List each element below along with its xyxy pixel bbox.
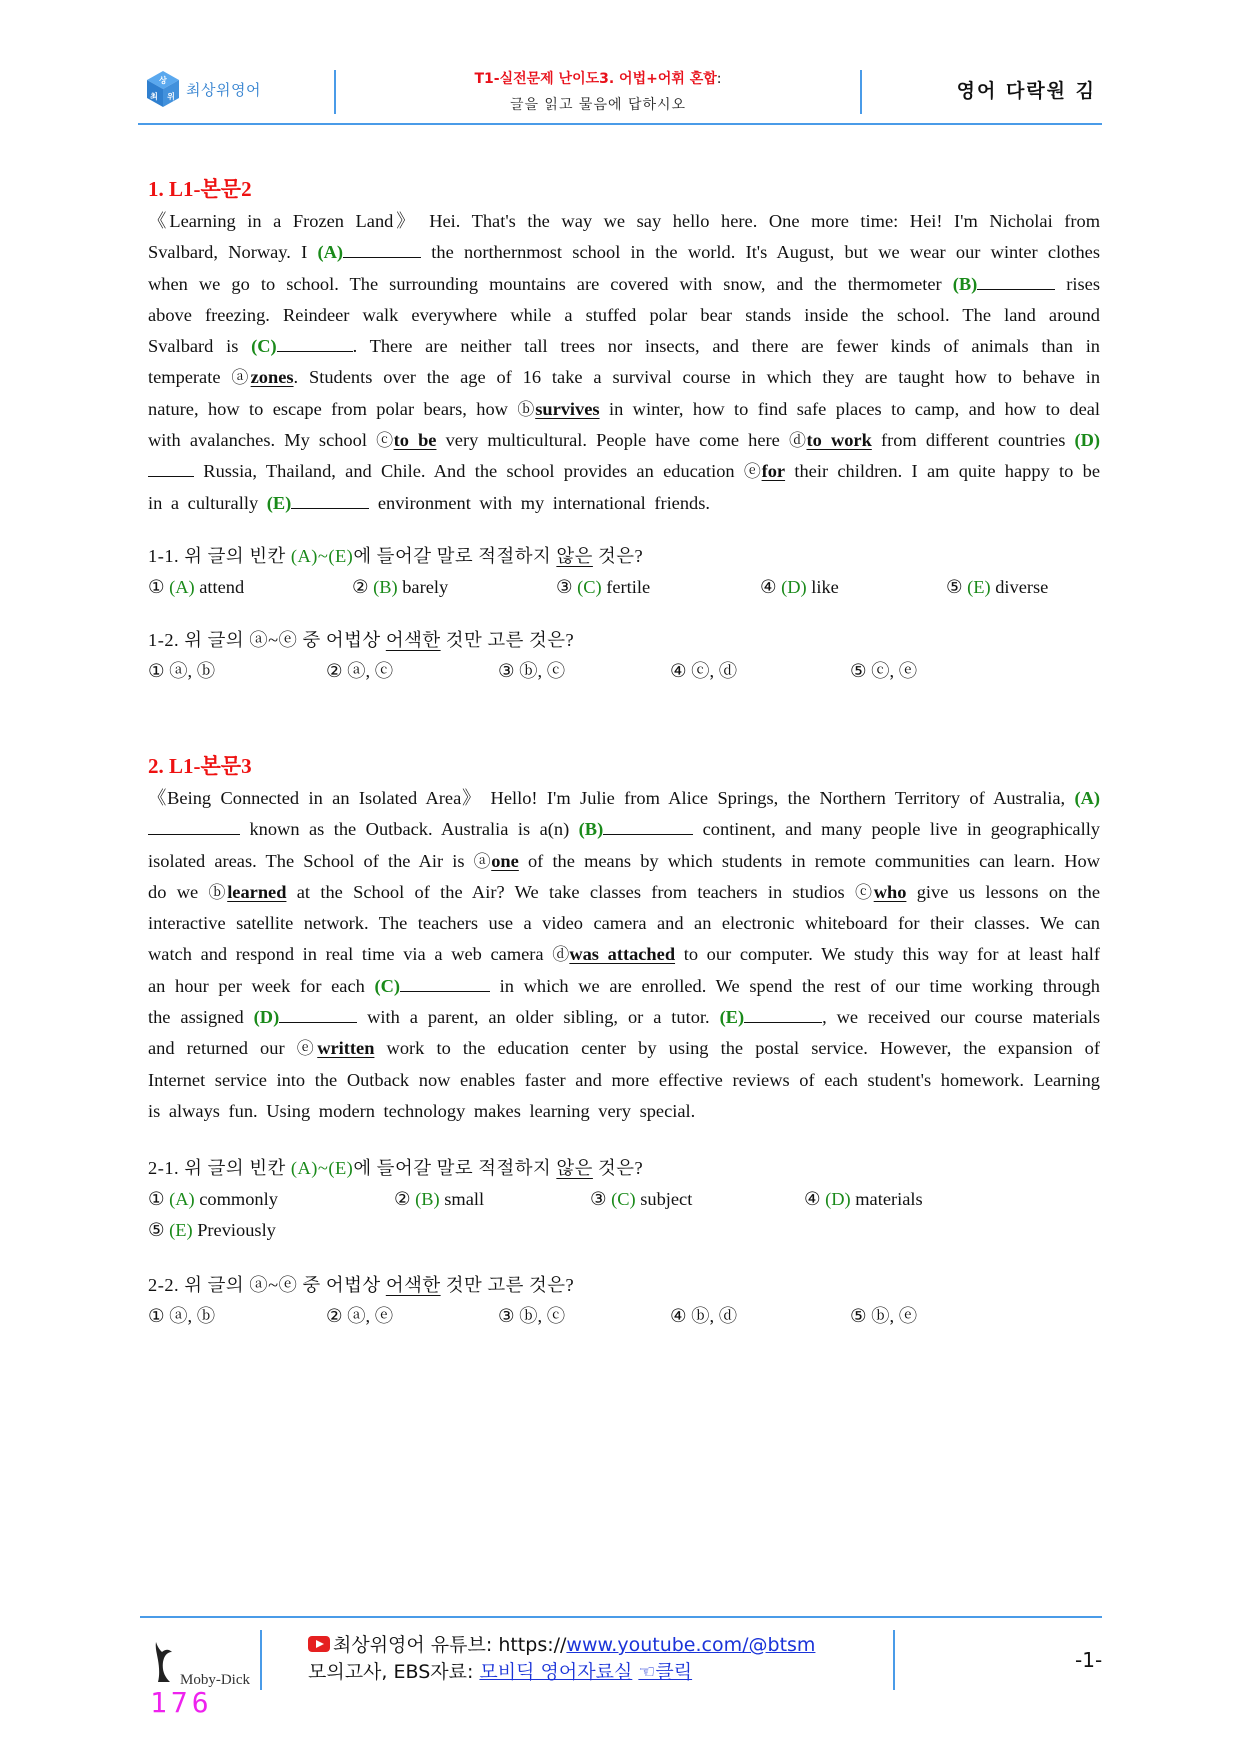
marked-word: to be [393,430,437,451]
blank-label: (C) [374,975,401,996]
option-word: barely [402,576,449,597]
question-1-1 [148,541,1100,603]
question-text: 것은? [592,1158,644,1179]
answer-option-4[interactable] [670,656,850,687]
option-number: ① [148,1189,165,1210]
option-number: ② [352,576,369,597]
marker-c: ⓒ [854,882,874,902]
option-number: ⑤ [148,1220,165,1241]
footer-divider [260,1630,262,1690]
passage-text: their children. I am quite happy to be in a culturally [148,461,1100,513]
passage-text: the northernmost school in the world. It's August, but we wear our winter clothes when we go to school. The surrounding mountains are covered with snow, and the thermometer [148,242,1100,294]
question-text: 위 글의 ⓐ~ⓔ 중 어법상 [179,1275,386,1296]
answer-option-2[interactable] [352,572,556,603]
option-word: materials [855,1189,923,1210]
question-stem [148,1153,1100,1184]
question-number: 1-2. [148,629,180,650]
question-text: 위 글의 빈칸 [179,1158,291,1179]
answer-option-1[interactable] [148,1301,326,1332]
answer-option-1[interactable] [148,1184,394,1215]
question-text: 위 글의 빈칸 [179,545,291,566]
blank-line [277,334,353,352]
blank-line [744,1005,822,1023]
marker-e: ⓔ [743,462,762,482]
passage-text: , we received our course materials and returned our [148,1007,1100,1059]
option-word: diverse [995,576,1049,597]
option-number: ④ [760,576,777,597]
header-title-block [338,68,858,114]
passage-text: known as the Outback. Australia is a(n) [240,819,579,840]
marked-word: one [491,850,519,871]
option-number: ④ [670,1306,687,1327]
option-number: ① [148,576,165,597]
worksheet-instruction: 글을 읽고 물음에 답하시오 [509,97,687,113]
answer-option-1[interactable] [148,656,326,687]
option-tag: (A) [169,1189,195,1210]
blank-line [400,974,490,992]
ebs-line [308,1659,815,1686]
answer-options [148,656,1100,687]
passage-text: work to the education center by using the postal service. However, the expansion of Internet service into the Outback now enables faster and more effective reviews of each student's homework. Learning is always fun. Using modern technology makes learning very special. [148,1038,1100,1121]
option-tag: (B) [415,1189,440,1210]
option-word: Previously [197,1220,276,1241]
blank-line [148,459,194,477]
youtube-line [308,1632,815,1659]
blank-line [603,817,693,835]
question-text: 위 글의 ⓐ~ⓔ 중 어법상 [179,629,386,650]
option-value: ⓐ, ⓒ [347,660,394,681]
blank-range: (A)~(E) [290,1158,354,1179]
answer-option-2[interactable] [326,656,498,687]
question-number: 2-1. [148,1158,180,1179]
option-number: ⑤ [946,576,963,597]
marked-word: to work [806,430,872,451]
passage-text: from different countries [871,430,1075,451]
option-word: like [811,576,839,597]
section-title: 1. L1-본문2 [148,177,252,201]
worksheet-title [338,68,858,88]
passage-text: with a parent, an older sibling, or a tutor. [357,1007,720,1028]
question-text: 에 들어갈 말로 적절하지 [353,545,557,566]
question-text: 것은? [592,545,644,566]
question-number: 2-2. [148,1275,180,1296]
option-number: ③ [498,1306,515,1327]
question-text: 에 들어갈 말로 적절하지 [353,1158,557,1179]
answer-option-3[interactable] [498,1301,670,1332]
option-number: ③ [498,660,515,681]
passage-text: 《Learning in a Frozen Land》 Hei. That's the way we say hello here. One more time: Hei! I'm Nicholai from Svalbard, Norway. I [148,211,1100,263]
question-stem [148,1270,1100,1301]
passage-text: Russia, Thailand, and Chile. And the school provides an education [194,461,744,482]
option-value: ⓐ, ⓑ [169,660,216,681]
answer-option-2[interactable] [326,1301,498,1332]
click-link[interactable]: ☜클릭 [638,1661,693,1683]
question-stem [148,541,1100,572]
passage-text: very multicultural. People have come here [436,430,789,451]
brand-logo [146,70,261,108]
answer-option-4[interactable] [670,1301,850,1332]
marker-c: ⓒ [376,431,394,451]
blank-line [279,1005,357,1023]
passage-text: . There are neither tall trees nor insects, and there are fewer kinds of animals than in temperate [148,336,1100,388]
youtube-label: 최상위영어 유튜브: https:// [333,1634,567,1656]
cube-logo-icon [146,70,180,108]
marked-word: for [761,461,786,482]
blank-line [977,272,1055,290]
marker-b: ⓑ [517,399,536,419]
passage-text: . Students over the age of 16 take a survival course in which they are taught how to behave in nature, how to escape from polar bears, how [148,367,1101,419]
footer-divider [893,1630,895,1690]
answer-option-4[interactable] [760,572,946,603]
option-value: ⓐ, ⓔ [347,1306,394,1327]
page-header [138,62,1102,122]
marker-b: ⓑ [208,882,228,902]
marker-d: ⓓ [788,431,807,451]
passage-text: give us lessons on the interactive satellite network. The teachers use a video camera and an electronic whiteboard for their classes. We can watch and respond in real time via a web camera [148,881,1100,965]
blank-line [291,491,369,509]
marker-a: ⓐ [231,368,251,388]
option-word: attend [199,576,245,597]
option-number: ① [148,660,165,681]
option-word: small [444,1189,485,1210]
option-number: ④ [804,1189,821,1210]
moby-dick-archive-link[interactable]: 모비딕 영어자료실 [479,1661,633,1683]
option-value: ⓑ, ⓒ [519,1306,566,1327]
brand-name: 최상위영어 [186,80,261,99]
blank-label: (B) [952,273,978,294]
marked-word: survives [535,398,600,419]
option-number: ⑤ [850,1306,867,1327]
blank-label: (E) [266,492,292,513]
question-1-2 [148,625,1100,687]
option-tag: (E) [967,576,991,597]
option-number: ① [148,1306,165,1327]
marked-word: was attached [569,944,676,965]
passage-text: at the School of the Air? We take classes from teachers in studios [286,881,855,902]
blank-line [148,817,240,835]
answer-option-5[interactable] [148,1215,276,1246]
footer-rule [140,1616,1102,1618]
answer-option-3[interactable] [590,1184,804,1215]
title-colon: : [716,71,722,87]
emphasis-word: 않은 [556,1158,593,1179]
passage-text: of the means by which students in remote communities can learn. How do we [148,850,1101,902]
document-number: 176 [150,1686,213,1719]
marked-word: written [317,1038,375,1059]
marker-a: ⓐ [473,851,492,871]
emphasis-word: 어색한 [385,1275,441,1296]
question-text: 것만 고른 것은? [440,1275,575,1296]
blank-label: (B) [578,819,604,840]
svg-text:상: 상 [159,76,167,85]
passage-text: environment with my international friends. [369,492,710,513]
option-tag: (D) [781,576,807,597]
option-number: ② [326,1306,343,1327]
marker-e: ⓔ [296,1039,318,1059]
option-tag: (C) [577,576,602,597]
ebs-label: 모의고사, EBS자료: [308,1661,480,1683]
page-number: -1- [1075,1648,1103,1672]
worksheet-title-text: T1-실전문제 난이도3. 어법+어휘 혼합 [474,71,717,87]
option-number: ② [394,1189,411,1210]
question-2-2 [148,1270,1100,1332]
answer-options [148,1184,1100,1246]
option-word: commonly [199,1189,278,1210]
svg-text:위: 위 [167,92,175,101]
footer-links [308,1632,815,1686]
option-number: ③ [590,1189,607,1210]
option-tag: (A) [169,576,195,597]
answer-option-3[interactable] [498,656,670,687]
passage-text: 《Being Connected in an Isolated Area》 Hello! I'm Julie from Alice Springs, the Northern Territory of Australia, [148,787,1075,808]
option-value: ⓑ, ⓓ [691,1306,738,1327]
option-number: ④ [670,660,687,681]
emphasis-word: 않은 [556,545,593,566]
worksheet-content [148,172,1100,1332]
answer-options [148,1301,1100,1332]
blank-line [343,240,421,258]
option-tag: (B) [373,576,398,597]
option-value: ⓐ, ⓑ [169,1306,216,1327]
option-word: fertile [606,576,651,597]
answer-options [148,572,1100,603]
passage-text: in winter, how to find safe places to camp, and how to deal with avalanches. My school [148,398,1101,451]
question-2-1 [148,1153,1100,1246]
passage-text: rises above freezing. Reindeer walk everywhere while a stuffed polar bear stands inside the school. The land around Svalbard is [148,273,1100,357]
marker-d: ⓓ [552,945,570,965]
publisher-label: 영어 다락원 김 [956,80,1096,102]
blank-label: (D) [1074,430,1101,451]
blank-range: (A)~(E) [290,545,354,566]
reading-passage [148,206,1100,519]
marked-word: learned [227,881,287,902]
option-value: ⓑ, ⓒ [519,660,566,681]
youtube-link[interactable]: www.youtube.com/@btsm [566,1634,816,1656]
youtube-icon [308,1636,330,1652]
answer-option-2[interactable] [394,1184,590,1215]
option-word: subject [640,1189,693,1210]
answer-option-5[interactable] [946,572,1048,603]
option-number: ⑤ [850,660,867,681]
answer-option-1[interactable] [148,572,352,603]
blank-label: (C) [251,336,277,357]
question-stem [148,625,1100,656]
option-value: ⓒ, ⓔ [871,660,918,681]
marked-word: zones [250,367,294,388]
passage-text: continent, and many people live in geographically isolated areas. The School of the Air is [148,819,1100,871]
option-number: ② [326,660,343,681]
answer-option-5[interactable] [850,1301,917,1332]
blank-label: (E) [719,1007,745,1028]
option-tag: (D) [825,1189,851,1210]
marked-word: who [873,881,907,902]
emphasis-word: 어색한 [385,629,441,650]
header-divider [860,70,862,114]
passage-text: in which we are enrolled. We spend the rest of our time working through the assigned [148,975,1100,1028]
header-divider [334,70,336,114]
option-tag: (E) [169,1220,193,1241]
question-number: 1-1. [148,545,180,566]
section-title: 2. L1-본문3 [148,753,252,778]
reading-passage [148,783,1100,1127]
answer-option-5[interactable] [850,656,917,687]
question-text: 것만 고른 것은? [440,629,575,650]
footer-logo [152,1640,250,1689]
blank-label: (A) [317,242,344,263]
option-value: ⓒ, ⓓ [691,660,738,681]
option-tag: (C) [611,1189,636,1210]
answer-option-4[interactable] [804,1184,1034,1215]
passage-text: to our computer. We study this way for at least half an hour per week for each [148,944,1100,996]
option-value: ⓑ, ⓔ [871,1306,918,1327]
header-rule [138,123,1102,125]
option-number: ③ [556,576,573,597]
svg-text:최: 최 [150,92,158,101]
blank-label: (D) [253,1007,280,1028]
whale-tail-icon [152,1640,176,1689]
footer-logo-text: Moby-Dick [180,1672,250,1688]
answer-option-3[interactable] [556,572,760,603]
blank-label: (A) [1074,787,1100,808]
